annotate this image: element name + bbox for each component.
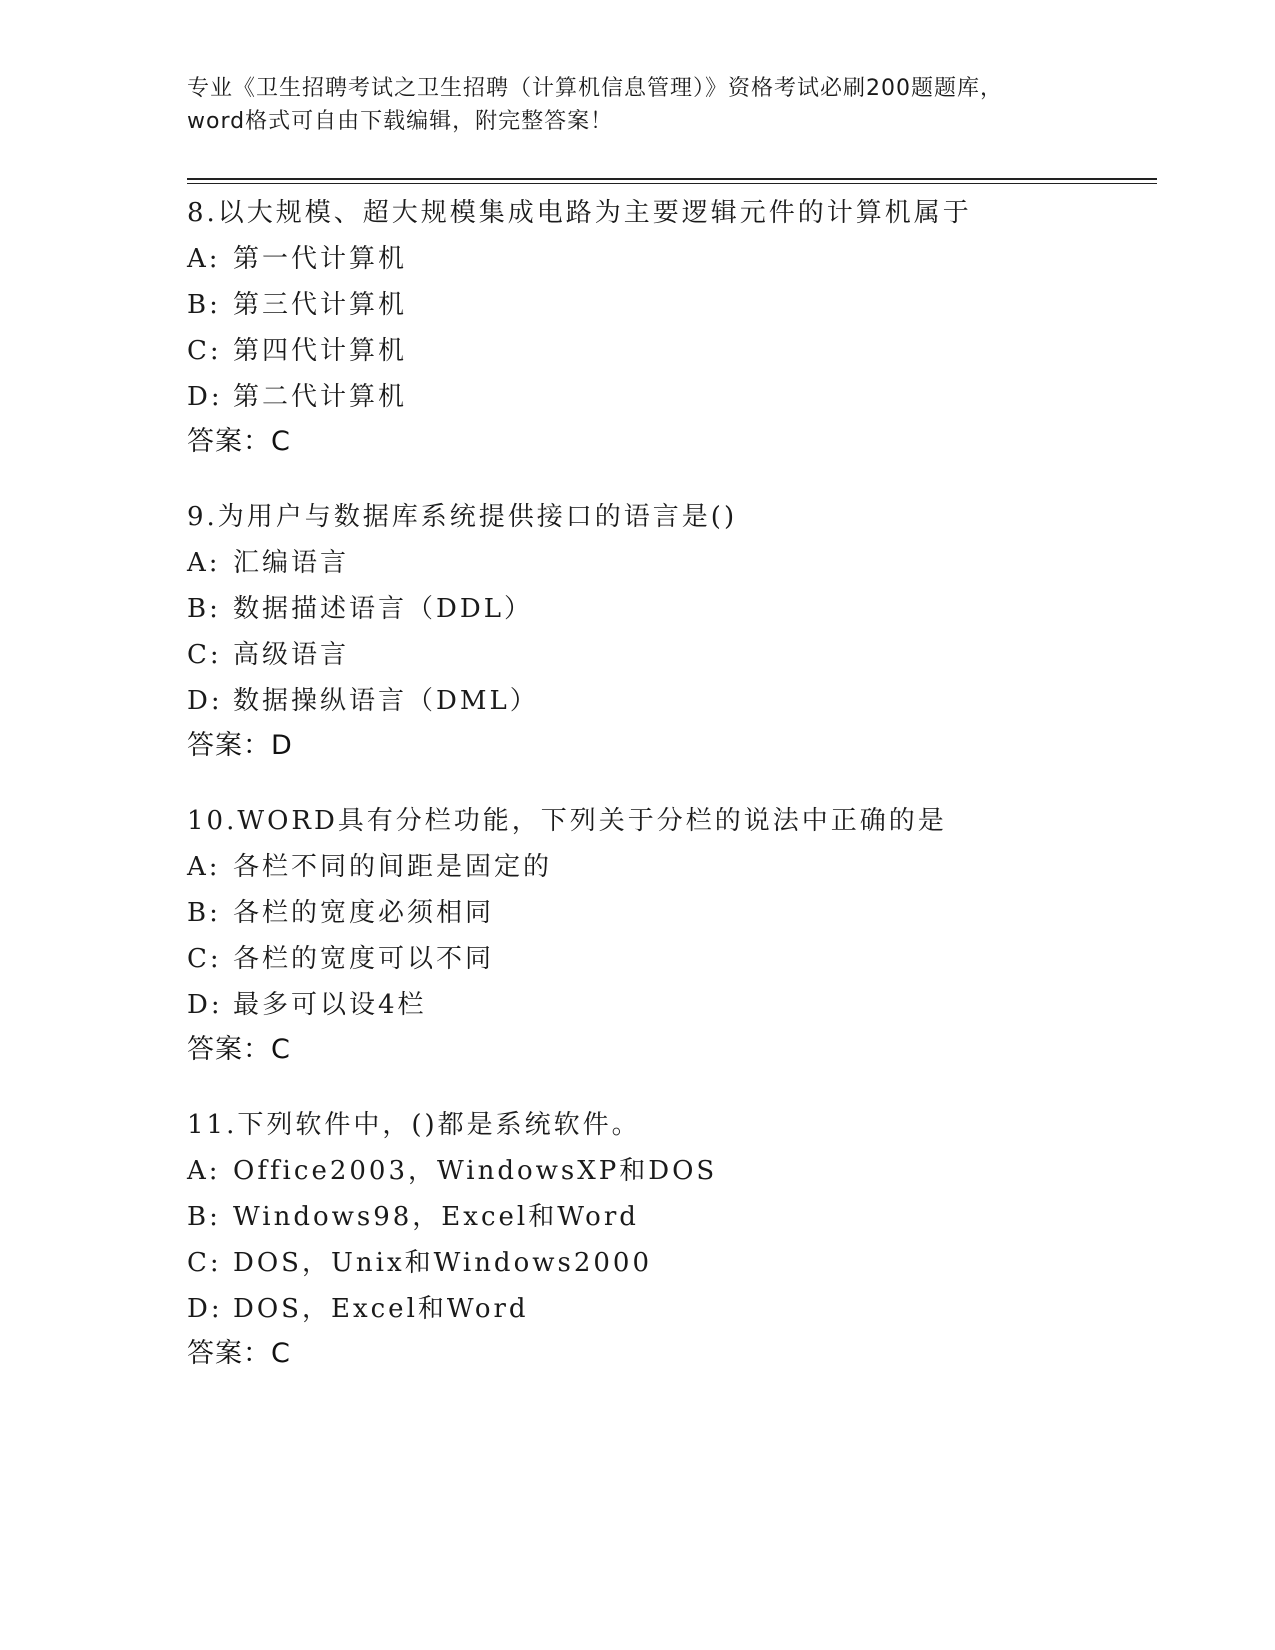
- option-key: D:: [187, 1294, 223, 1324]
- option-d: [187, 678, 1167, 724]
- option-c: [187, 328, 1167, 374]
- option-key: C:: [187, 336, 222, 366]
- option-a: [187, 540, 1167, 586]
- option-key: D:: [187, 686, 223, 716]
- option-key: A:: [187, 548, 221, 578]
- answer-line: 答案：D: [187, 730, 293, 761]
- option-text: Windows98，Excel和Word: [233, 1202, 639, 1232]
- option-text: DOS，Excel和Word: [233, 1294, 529, 1324]
- option-text: Office2003，WindowsXP和DOS: [233, 1156, 718, 1186]
- option-text: 各栏的宽度可以不同: [233, 944, 495, 974]
- option-key: C:: [187, 1248, 222, 1278]
- answer-line: 答案：C: [187, 1034, 291, 1065]
- document-header: [187, 72, 1087, 138]
- option-key: B:: [187, 898, 221, 928]
- option-key: C:: [187, 640, 222, 670]
- option-b: [187, 282, 1167, 328]
- option-c: [187, 936, 1167, 982]
- question-10: [187, 798, 1167, 1072]
- option-d: [187, 982, 1167, 1028]
- option-c: [187, 1240, 1167, 1286]
- option-key: B:: [187, 594, 221, 624]
- option-key: A:: [187, 1156, 221, 1186]
- option-key: A:: [187, 852, 221, 882]
- question-stem: 10.WORD具有分栏功能，下列关于分栏的说法中正确的是: [187, 806, 947, 836]
- question-stem: 8.以大规模、超大规模集成电路为主要逻辑元件的计算机属于: [187, 198, 972, 228]
- option-key: A:: [187, 244, 221, 274]
- option-text: 第四代计算机: [233, 336, 408, 366]
- option-text: 数据操纵语言（DML）: [233, 686, 539, 716]
- option-text: 最多可以设4栏: [233, 990, 427, 1020]
- question-stem: 11.下列软件中，()都是系统软件。: [187, 1110, 641, 1140]
- option-key: C:: [187, 944, 222, 974]
- question-stem: 9.为用户与数据库系统提供接口的语言是(): [187, 502, 738, 532]
- option-c: [187, 632, 1167, 678]
- header-line-1: 专业《卫生招聘考试之卫生招聘（计算机信息管理）》资格考试必刷200题题库，: [187, 76, 1003, 101]
- question-8: [187, 190, 1167, 464]
- question-list: [187, 190, 1167, 1406]
- header-divider-thin: [187, 183, 1157, 184]
- header-line-2: word格式可自由下载编辑，附完整答案！: [187, 109, 614, 134]
- option-text: 数据描述语言（DDL）: [233, 594, 533, 624]
- option-b: [187, 586, 1167, 632]
- option-d: [187, 374, 1167, 420]
- question-11: [187, 1102, 1167, 1376]
- answer-line: 答案：C: [187, 426, 291, 457]
- option-b: [187, 890, 1167, 936]
- option-key: B:: [187, 290, 221, 320]
- question-9: [187, 494, 1167, 768]
- option-text: DOS，Unix和Windows2000: [233, 1248, 652, 1278]
- answer-line: 答案：C: [187, 1338, 291, 1369]
- option-d: [187, 1286, 1167, 1332]
- option-text: 汇编语言: [233, 548, 350, 578]
- option-text: 各栏的宽度必须相同: [233, 898, 495, 928]
- option-text: 第三代计算机: [233, 290, 408, 320]
- option-key: B:: [187, 1202, 221, 1232]
- option-a: [187, 236, 1167, 282]
- option-key: D:: [187, 990, 223, 1020]
- option-a: [187, 844, 1167, 890]
- header-divider-thick: [187, 178, 1157, 180]
- option-text: 各栏不同的间距是固定的: [233, 852, 553, 882]
- option-key: D:: [187, 382, 223, 412]
- option-text: 第二代计算机: [233, 382, 408, 412]
- option-text: 第一代计算机: [233, 244, 408, 274]
- option-a: [187, 1148, 1167, 1194]
- option-text: 高级语言: [233, 640, 350, 670]
- option-b: [187, 1194, 1167, 1240]
